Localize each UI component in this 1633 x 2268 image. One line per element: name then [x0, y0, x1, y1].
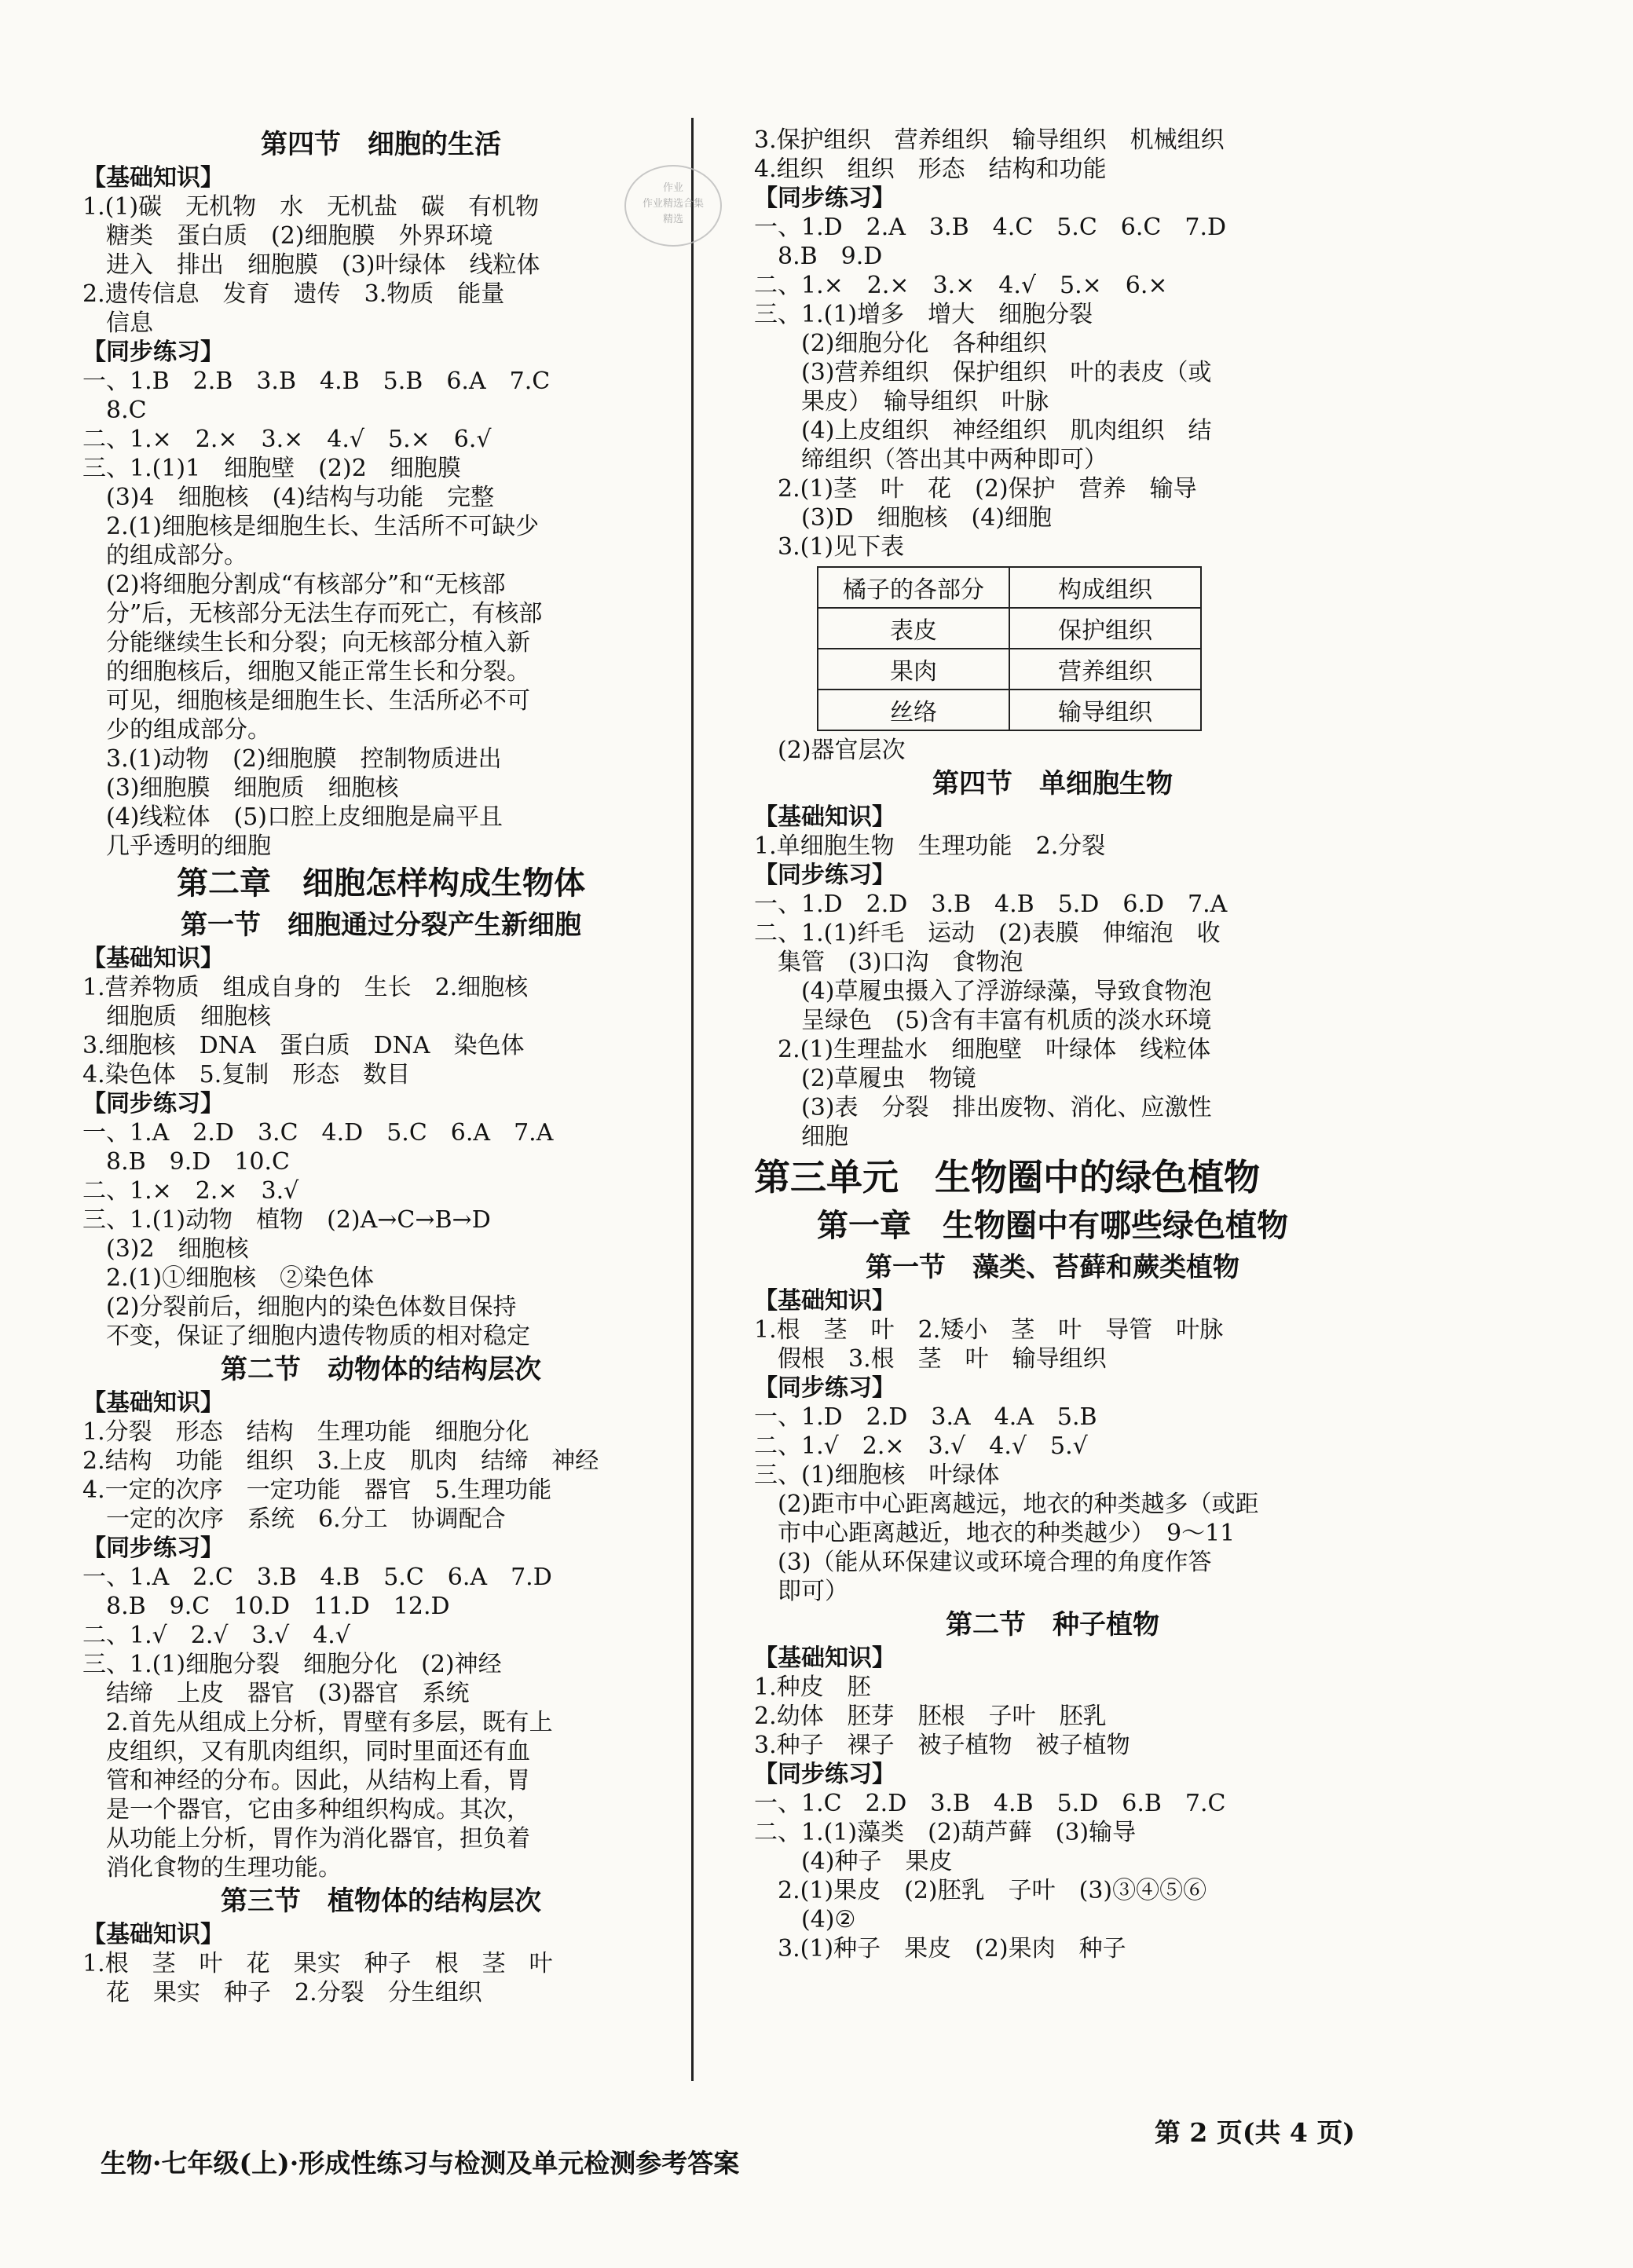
answer-line: 从功能上分析，胃作为消化器官，担负着 — [106, 1825, 530, 1853]
right-column-top — [754, 126, 1351, 562]
answer-line: 三、1.(1)细胞分裂 细胞分化 (2)神经 — [82, 1651, 502, 1678]
answer-line: 2.(1)生理盐水 细胞壁 叶绿体 线粒体 — [778, 1036, 1211, 1063]
answer-line: 即可） — [778, 1578, 848, 1605]
answer-line: 二、1.(1)纤毛 运动 (2)表膜 伸缩泡 收 — [754, 920, 1221, 947]
subsection-label: 【同步练习】 — [82, 1090, 224, 1118]
answer-line: 信息 — [106, 309, 153, 337]
table-row — [818, 567, 1201, 608]
section-title: 第二节 动物体的结构层次 — [221, 1354, 541, 1385]
subsection-label: 【同步练习】 — [754, 185, 895, 212]
section-title: 第二节 种子植物 — [946, 1609, 1159, 1641]
subsection-label: 【同步练习】 — [754, 1374, 895, 1402]
section-title: 第一节 细胞通过分裂产生新细胞 — [181, 909, 581, 941]
answer-line: (3)营养组织 保护组织 叶的表皮（或 — [801, 359, 1212, 386]
answer-line: 花 果实 种子 2.分裂 分生组织 — [106, 1979, 482, 2006]
column-divider — [691, 118, 694, 2081]
table-cell: 保护组织 — [1009, 608, 1201, 649]
answer-line: 1.(1)碳 无机物 水 无机盐 碳 有机物 — [82, 193, 540, 221]
answer-line: (3)（能从环保建议或环境合理的角度作答 — [778, 1549, 1212, 1576]
footer-title: 生物·七年级(上)·形成性练习与检测及单元检测参考答案 — [100, 2148, 740, 2178]
answer-line: 2.(1)细胞核是细胞生长、生活所不可缺少 — [106, 513, 540, 540]
answer-line: 二、1.× 2.× 3.× 4.√ 5.× 6.× — [754, 272, 1168, 299]
subsection-label: 【同步练习】 — [754, 1761, 895, 1788]
answer-line: 一、1.A 2.C 3.B 4.B 5.C 6.A 7.D — [82, 1564, 552, 1591]
answer-line: (2)器官层次 — [778, 737, 906, 764]
answer-line: 分能继续生长和分裂；向无核部分植入新 — [106, 629, 530, 657]
subsection-label: 【基础知识】 — [754, 803, 895, 831]
answer-line: 的细胞核后，细胞又能正常生长和分裂。 — [106, 658, 530, 686]
table-row — [818, 608, 1201, 649]
answer-line: 2.首先从组成上分析，胃壁有多层，既有上 — [106, 1709, 553, 1736]
subsection-label: 【基础知识】 — [82, 945, 224, 972]
table-cell: 丝络 — [818, 690, 1009, 730]
unit-title: 第三单元 生物圈中的绿色植物 — [754, 1156, 1260, 1198]
answer-line: 二、1.× 2.× 3.√ — [82, 1177, 299, 1205]
answer-line: 3.(1)动物 (2)细胞膜 控制物质进出 — [106, 745, 502, 773]
subsection-label: 【基础知识】 — [82, 1921, 224, 1948]
answer-line: (2)距市中心距离越远，地衣的种类越多（或距 — [778, 1491, 1259, 1518]
answer-line: 1.根 茎 叶 花 果实 种子 根 茎 叶 — [82, 1950, 553, 1977]
subsection-label: 【同步练习】 — [754, 861, 895, 889]
right-column — [754, 126, 1351, 1963]
answer-line: 集管 (3)口沟 食物泡 — [778, 949, 1023, 976]
answer-line: 的组成部分。 — [106, 542, 247, 569]
subsection-label: 【基础知识】 — [754, 1644, 895, 1672]
section-title: 第四节 细胞的生活 — [261, 129, 501, 160]
answer-line: (4)上皮组织 神经组织 肌肉组织 结 — [801, 417, 1212, 444]
answer-line: 3.(1)种子 果皮 (2)果肉 种子 — [778, 1935, 1126, 1963]
answer-line: 结缔 上皮 器官 (3)器官 系统 — [106, 1680, 470, 1707]
stamp-text-1: 作业 — [662, 182, 683, 194]
answer-line: 二、1.√ 2.√ 3.√ 4.√ — [82, 1622, 350, 1649]
answer-line: 1.分裂 形态 结构 生理功能 细胞分化 — [82, 1418, 529, 1446]
answer-line: (3)表 分裂 排出废物、消化、应激性 — [801, 1094, 1212, 1121]
table-cell: 果肉 — [818, 649, 1009, 690]
answer-line: 3.(1)见下表 — [778, 533, 905, 561]
chapter-title: 第一章 生物圈中有哪些绿色植物 — [817, 1207, 1288, 1244]
orange-parts-table — [817, 566, 1202, 731]
answer-line: 呈绿色 (5)含有丰富有机质的淡水环境 — [801, 1007, 1212, 1034]
answer-line: 3.保护组织 营养组织 输导组织 机械组织 — [754, 126, 1225, 154]
answer-line: (3)D 细胞核 (4)细胞 — [801, 504, 1053, 532]
table-row — [818, 649, 1201, 690]
answer-line: 4.一定的次序 一定功能 器官 5.生理功能 — [82, 1476, 552, 1504]
answer-line: 一、1.B 2.B 3.B 4.B 5.B 6.A 7.C — [82, 368, 551, 395]
answer-line: 三、1.(1)动物 植物 (2)A→C→B→D — [82, 1206, 491, 1234]
answer-line: 果皮） 输导组织 叶脉 — [801, 388, 1049, 415]
table-cell: 输导组织 — [1009, 690, 1201, 730]
answer-line: (2)细胞分化 各种组织 — [801, 330, 1047, 357]
answer-line: 二、1.√ 2.× 3.√ 4.√ 5.√ — [754, 1432, 1088, 1460]
answer-line: 一、1.D 2.D 3.A 4.A 5.B — [754, 1403, 1097, 1431]
stamp-text-3: 精选 — [662, 214, 683, 225]
table-row — [818, 690, 1201, 730]
answer-line: (4)线粒体 (5)口腔上皮细胞是扁平且 — [106, 803, 503, 831]
answer-line: 细胞 — [801, 1123, 848, 1150]
answer-line: 消化食物的生理功能。 — [106, 1854, 342, 1882]
page-footer — [82, 2113, 1355, 2211]
answer-line: 三、1.(1)增多 增大 细胞分裂 — [754, 301, 1093, 328]
answer-line: (2)草履虫 物镜 — [801, 1065, 976, 1092]
answer-line: 可见，细胞核是细胞生长、生活所必不可 — [106, 687, 530, 715]
answer-line: 8.B 9.D 10.C — [106, 1148, 291, 1176]
answer-line: 一、1.A 2.D 3.C 4.D 5.C 6.A 7.A — [82, 1119, 554, 1147]
answer-line: 缔组织（答出其中两种即可） — [801, 446, 1108, 474]
answer-line: 假根 3.根 茎 叶 输导组织 — [778, 1345, 1107, 1373]
answer-line: 4.组织 组织 形态 结构和功能 — [754, 155, 1107, 183]
answer-line: (4)草履虫摄入了浮游绿藻，导致食物泡 — [801, 978, 1212, 1005]
answer-line: 一、1.D 2.A 3.B 4.C 5.C 6.C 7.D — [754, 214, 1227, 241]
answer-line: (4)种子 果皮 — [801, 1848, 953, 1875]
section-title: 第三节 植物体的结构层次 — [221, 1886, 541, 1917]
answer-line: 2.遗传信息 发育 遗传 3.物质 能量 — [82, 280, 505, 308]
answer-line: 进入 排出 细胞膜 (3)叶绿体 线粒体 — [106, 251, 540, 279]
answer-line: 几乎透明的细胞 — [106, 832, 271, 860]
table-cell: 表皮 — [818, 608, 1009, 649]
answer-line: 3.细胞核 DNA 蛋白质 DNA 染色体 — [82, 1032, 525, 1059]
page-number: 第 2 页(共 4 页) — [1154, 2117, 1355, 2148]
section-title: 第四节 单细胞生物 — [932, 768, 1173, 799]
subsection-label: 【同步练习】 — [82, 1535, 224, 1562]
answer-line: (3)细胞膜 细胞质 细胞核 — [106, 774, 399, 802]
section-title: 第一节 藻类、苔藓和蕨类植物 — [866, 1252, 1239, 1283]
answer-line: 分”后，无核部分无法生存而死亡，有核部 — [106, 600, 543, 627]
answer-line: 2.幼体 胚芽 胚根 子叶 胚乳 — [754, 1703, 1107, 1730]
answer-line: 4.染色体 5.复制 形态 数目 — [82, 1061, 411, 1088]
answer-line: 2.(1)果皮 (2)胚乳 子叶 (3)③④⑤⑥ — [778, 1877, 1207, 1904]
table-cell: 营养组织 — [1009, 649, 1201, 690]
answer-line: (4)② — [801, 1906, 856, 1933]
answer-line: 糖类 蛋白质 (2)细胞膜 外界环境 — [106, 222, 493, 250]
right-column-bottom — [754, 736, 1351, 1963]
answer-line: 少的组成部分。 — [106, 716, 271, 744]
table-cell: 构成组织 — [1009, 567, 1201, 608]
answer-line: 细胞质 细胞核 — [106, 1003, 271, 1030]
chapter-title: 第二章 细胞怎样构成生物体 — [177, 865, 585, 902]
answer-line: 是一个器官，它由多种组织构成。其次， — [106, 1796, 530, 1824]
answer-line: (2)将细胞分割成“有核部分”和“无核部 — [106, 571, 506, 598]
answer-line: 1.根 茎 叶 2.矮小 茎 叶 导管 叶脉 — [754, 1316, 1224, 1344]
answer-line: 8.B 9.D — [778, 243, 883, 270]
answer-line: 1.种皮 胚 — [754, 1674, 871, 1701]
answer-line: 8.C — [106, 397, 147, 424]
left-column — [82, 126, 679, 2007]
answer-line: (3)4 细胞核 (4)结构与功能 完整 — [106, 484, 495, 511]
subsection-label: 【基础知识】 — [82, 164, 224, 192]
answer-line: (3)2 细胞核 — [106, 1235, 249, 1263]
subsection-label: 【同步练习】 — [82, 338, 224, 366]
answer-line: 三、1.(1)1 细胞壁 (2)2 细胞膜 — [82, 455, 461, 482]
answer-line: 一定的次序 系统 6.分工 协调配合 — [106, 1505, 506, 1533]
answer-line: 2.结构 功能 组织 3.上皮 肌肉 结缔 神经 — [82, 1447, 599, 1475]
answer-line: (2)分裂前后，细胞内的染色体数目保持 — [106, 1293, 517, 1321]
answer-line: 8.B 9.C 10.D 11.D 12.D — [106, 1593, 450, 1620]
answer-line: 一、1.D 2.D 3.B 4.B 5.D 6.D 7.A — [754, 891, 1228, 918]
stamp-text-2: 作业精选合集 — [642, 198, 704, 210]
answer-line: 1.单细胞生物 生理功能 2.分裂 — [754, 832, 1106, 860]
subsection-label: 【基础知识】 — [82, 1389, 224, 1417]
answer-line: 二、1.× 2.× 3.× 4.√ 5.× 6.√ — [82, 426, 492, 453]
subsection-label: 【基础知识】 — [754, 1287, 895, 1315]
answer-line: 三、(1)细胞核 叶绿体 — [754, 1461, 1000, 1489]
answer-line: 2.(1)茎 叶 花 (2)保护 营养 输导 — [778, 475, 1197, 503]
answer-line: 一、1.C 2.D 3.B 4.B 5.D 6.B 7.C — [754, 1790, 1226, 1817]
answer-line: 2.(1)①细胞核 ②染色体 — [106, 1264, 375, 1292]
answer-line: 管和神经的分布。因此，从结构上看，胃 — [106, 1767, 530, 1794]
answer-line: 皮组织，又有肌肉组织，同时里面还有血 — [106, 1738, 530, 1765]
answer-line: 1.营养物质 组成自身的 生长 2.细胞核 — [82, 974, 529, 1001]
answer-line: 不变，保证了细胞内遗传物质的相对稳定 — [106, 1322, 530, 1350]
answer-line: 二、1.(1)藻类 (2)葫芦藓 (3)输导 — [754, 1819, 1137, 1846]
answer-line: 3.种子 裸子 被子植物 被子植物 — [754, 1732, 1130, 1759]
answer-line: 市中心距离越近，地衣的种类越少） 9～11 — [778, 1520, 1236, 1547]
table-cell: 橘子的各部分 — [818, 567, 1009, 608]
